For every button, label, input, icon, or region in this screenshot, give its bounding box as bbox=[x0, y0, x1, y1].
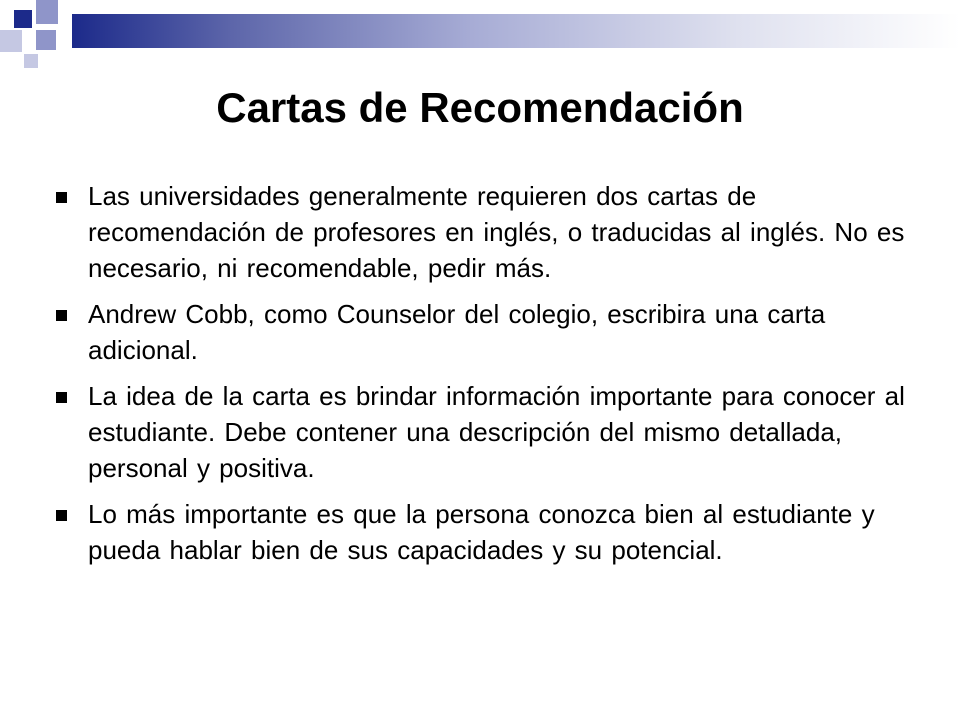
bullet-item bbox=[52, 178, 912, 286]
decor-square-mid-2 bbox=[36, 30, 56, 50]
decor-square-light-2 bbox=[24, 54, 38, 68]
header-gradient-bar bbox=[72, 14, 960, 48]
bullet-text: La idea de la carta es brindar información importante para conocer al estudiante. Debe contener una descripción del mismo detallada, personal y positiva. bbox=[88, 381, 905, 483]
square-bullet-icon bbox=[56, 310, 67, 321]
bullet-list bbox=[52, 178, 912, 578]
bullet-item bbox=[52, 496, 912, 568]
bullet-item bbox=[52, 296, 912, 368]
square-bullet-icon bbox=[56, 392, 67, 403]
bullet-text: Andrew Cobb, como Counselor del colegio, escribira una carta adicional. bbox=[88, 299, 826, 365]
decor-square-mid bbox=[36, 0, 58, 24]
square-bullet-icon bbox=[56, 192, 67, 203]
bullet-text: Las universidades generalmente requieren dos cartas de recomendación de profesores en inglés, o traducidas al inglés. No es necesario, ni recomendable, pedir más. bbox=[88, 181, 905, 283]
bullet-item bbox=[52, 378, 912, 486]
slide-title: Cartas de Recomendación bbox=[216, 84, 744, 131]
bullet-text: Lo más importante es que la persona conozca bien al estudiante y pueda hablar bien de sus capacidades y su potencial. bbox=[88, 499, 875, 565]
decor-square-dark bbox=[14, 10, 32, 28]
square-bullet-icon bbox=[56, 510, 67, 521]
decor-square-light bbox=[0, 30, 22, 52]
